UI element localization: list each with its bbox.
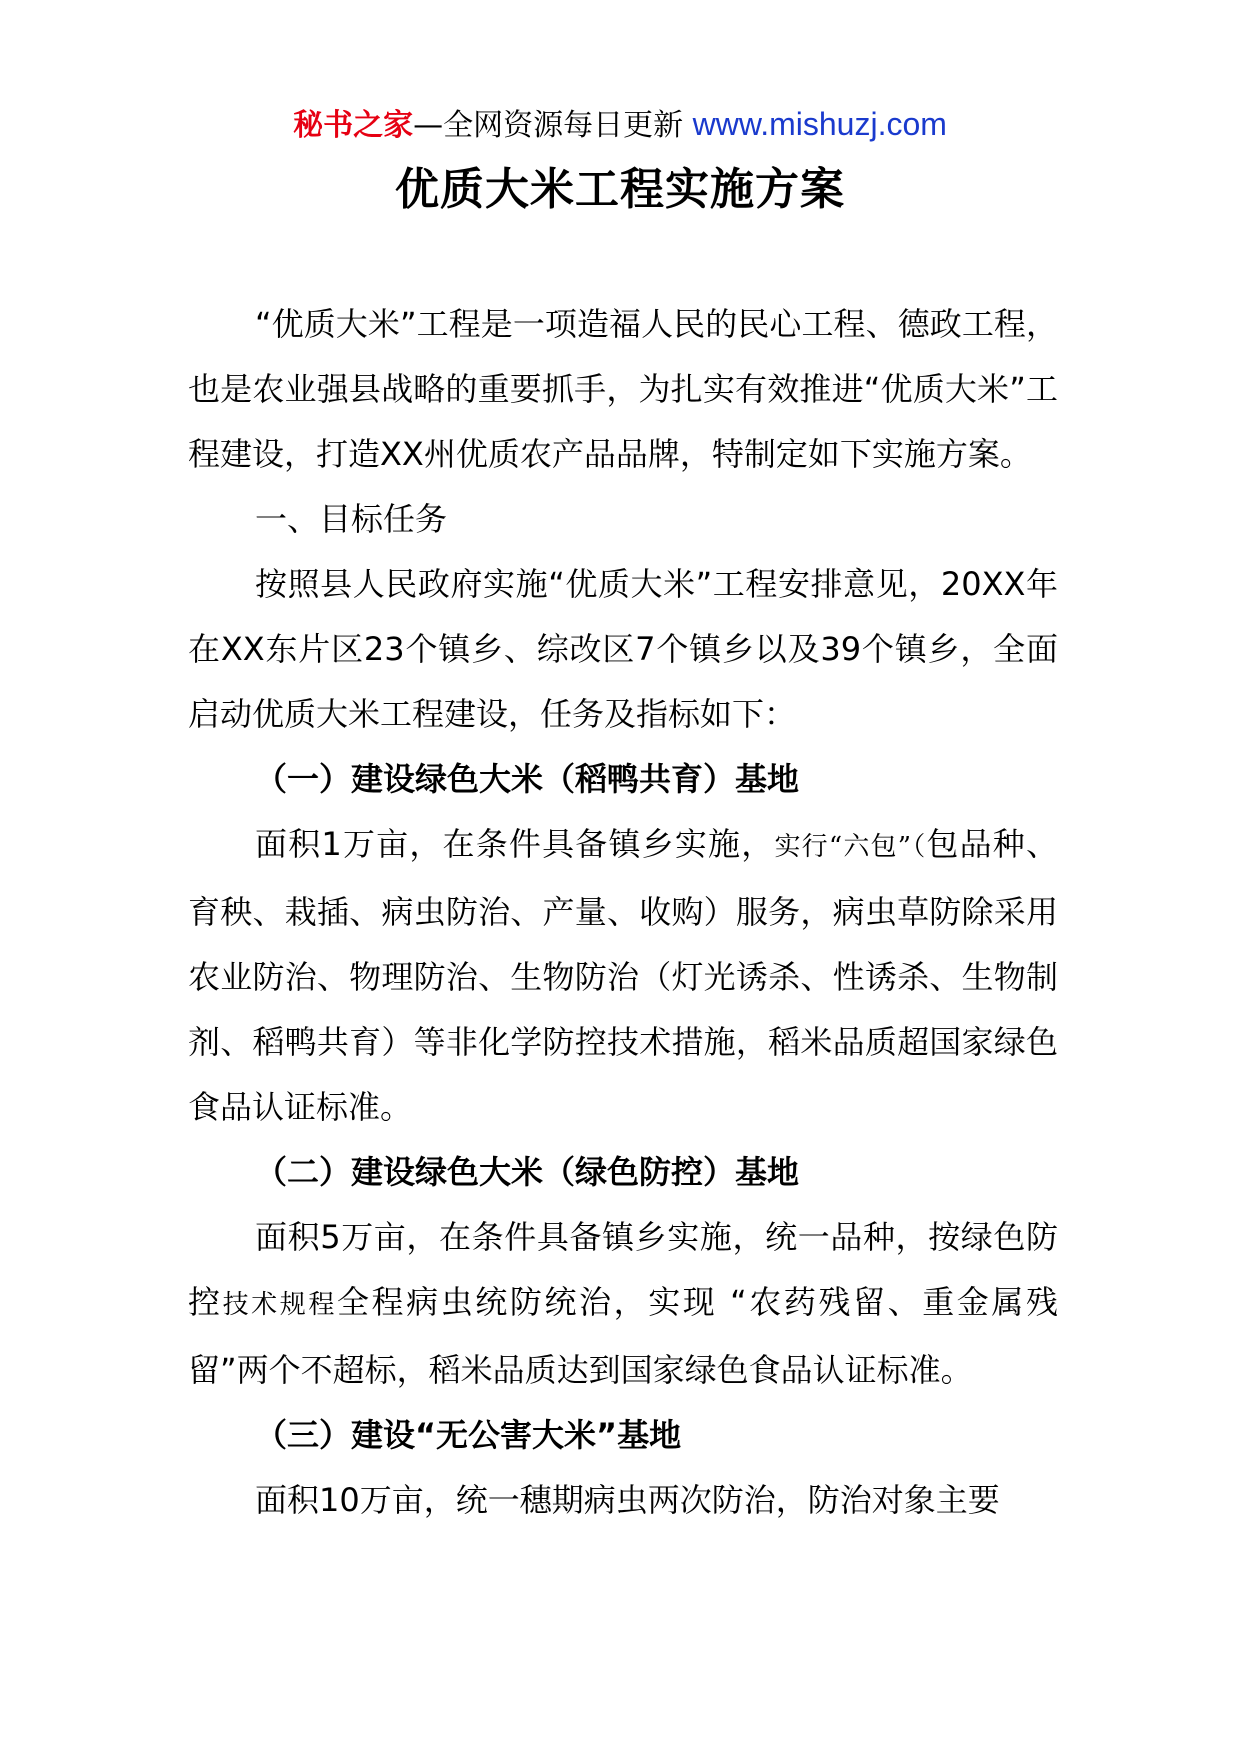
subsection-2-text-c: 全程病虫统防统治，实现 “农药残留、重金属残留”两个不超标，稻米品质达到国家绿色食品认证标准。 [188,1283,1058,1389]
subsection-1-text-a: 面积1万亩，在条件具备镇乡实施， [255,825,775,863]
subsection-3-paragraph: 面积10万亩，统一穗期病虫两次防治，防治对象主要 [255,1481,1000,1519]
site-brand: 秘书之家 [293,108,414,143]
subsection-2-text-b: 技术规程 [222,1290,337,1320]
document-title: 优质大米工程实施方案 [395,164,845,215]
site-url-link[interactable]: www.mishuzj.com [692,106,947,142]
subsection-2-paragraph [188,1205,1058,1403]
goals-paragraph: 按照县人民政府实施“优质大米”工程安排意见，20XX年在XX东片区23个镇乡、综改区7个镇乡以及39个镇乡，全面启动优质大米工程建设，任务及指标如下： [188,565,1058,733]
subsection-heading-3: （三）建设“无公害大米”基地 [255,1416,682,1454]
subsection-1-text-c: 包品种、育秧、栽插、病虫防治、产量、收购）服务，病虫草防除采用农业防治、物理防治、生物防治（灯光诱杀、性诱杀、生物制剂、稻鸭共育）等非化学防控技术措施，稻米品质超国家绿色食品认证标准。 [188,825,1058,1126]
intro-paragraph: “优质大米”工程是一项造福人民的民心工程、德政工程，也是农业强县战略的重要抓手，为扎实有效推进“优质大米”工程建设，打造XX州优质农产品品牌，特制定如下实施方案。 [188,305,1058,473]
document-body [188,292,1058,1533]
subsection-heading-2: （二）建设绿色大米（绿色防控）基地 [255,1153,800,1191]
subsection-2-text-a: 面积5万亩，在条件具备镇乡实施，统一品种，按绿色防控 [188,1218,1058,1321]
subsection-1-text-b: 实行“六包”（ [774,832,927,862]
subsection-heading-1: （一）建设绿色大米（稻鸭共育）基地 [255,760,800,798]
site-header [0,102,1240,148]
site-slogan: —全网资源每日更新 [413,108,693,143]
subsection-1-paragraph [188,812,1058,1140]
section-heading-goals: 一、目标任务 [255,500,448,538]
